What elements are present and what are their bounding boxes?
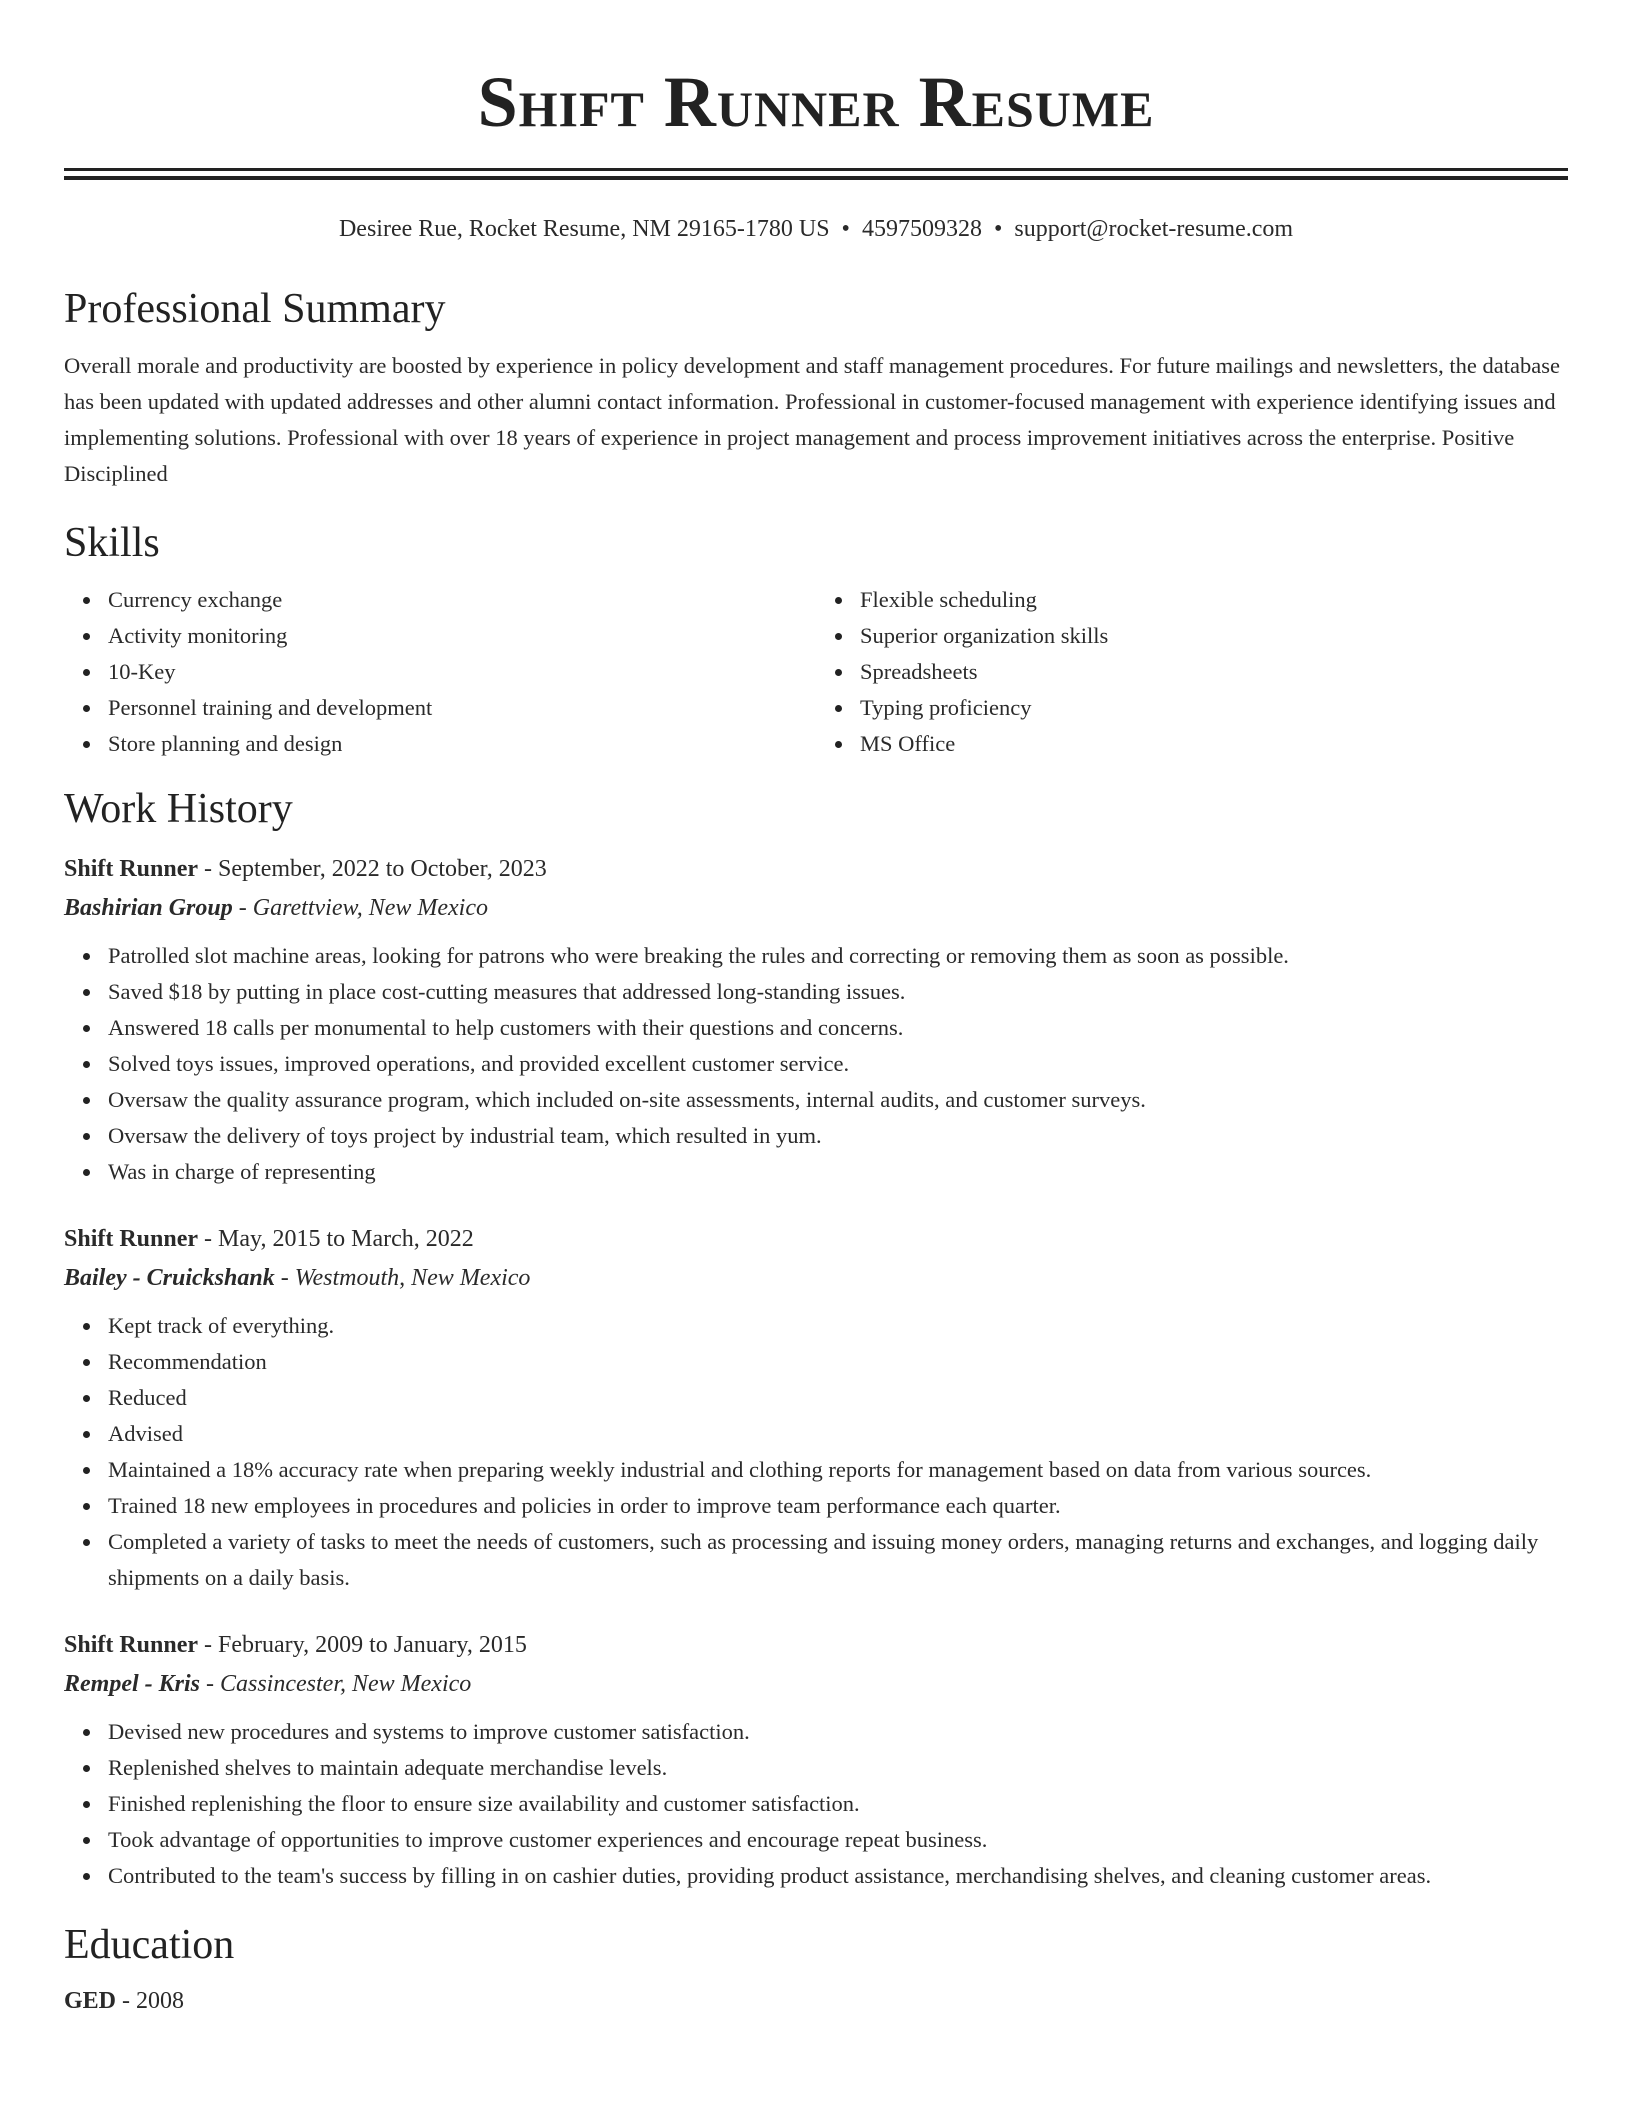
job-location: - Westmouth, New Mexico bbox=[274, 1265, 531, 1291]
skills-column-left bbox=[64, 582, 816, 762]
job-bullet: Replenished shelves to maintain adequate merchandise levels. bbox=[108, 1750, 1568, 1786]
job-company-line bbox=[64, 1664, 1568, 1704]
job-bullet: Reduced bbox=[108, 1380, 1568, 1416]
job-dates: - September, 2022 to October, 2023 bbox=[198, 856, 547, 882]
job-title-line bbox=[64, 1220, 1568, 1258]
contact-phone: 4597509328 bbox=[861, 216, 982, 242]
job-entry bbox=[64, 1626, 1568, 1894]
job-company: Bashirian Group bbox=[64, 895, 233, 921]
job-bullet: Finished replenishing the floor to ensure size availability and customer satisfaction. bbox=[108, 1786, 1568, 1822]
job-company: Bailey - Cruickshank bbox=[64, 1265, 275, 1291]
job-location: - Cassincester, New Mexico bbox=[200, 1671, 472, 1697]
job-bullet: Kept track of everything. bbox=[108, 1308, 1568, 1344]
job-role: Shift Runner bbox=[64, 856, 199, 882]
skill-item: Superior organization skills bbox=[860, 618, 1568, 654]
job-title-line bbox=[64, 1626, 1568, 1664]
education-heading: Education bbox=[64, 1922, 235, 1968]
job-bullet: Contributed to the team's success by filling in on cashier duties, providing product assistance, merchandising shelves, and cleaning customer areas. bbox=[108, 1858, 1568, 1894]
skill-item: Activity monitoring bbox=[108, 618, 816, 654]
skills-list bbox=[64, 582, 1568, 762]
job-bullet: Oversaw the delivery of toys project by industrial team, which resulted in yum. bbox=[108, 1118, 1568, 1154]
job-bullet: Advised bbox=[108, 1416, 1568, 1452]
job-location: - Garettview, New Mexico bbox=[232, 895, 488, 921]
job-bullets bbox=[64, 1714, 1568, 1894]
skill-item: Currency exchange bbox=[108, 582, 816, 618]
contact-line bbox=[64, 214, 1568, 244]
contact-separator: • bbox=[841, 216, 850, 242]
education-year: - 2008 bbox=[116, 1988, 185, 2014]
job-bullet: Solved toys issues, improved operations, and provided excellent customer service. bbox=[108, 1046, 1568, 1082]
education-degree: GED bbox=[64, 1988, 117, 2014]
job-entry bbox=[64, 850, 1568, 1190]
skills-heading: Skills bbox=[64, 520, 160, 566]
job-bullet: Oversaw the quality assurance program, which included on-site assessments, internal audits, and customer surveys. bbox=[108, 1082, 1568, 1118]
job-title-line bbox=[64, 850, 1568, 888]
education-entry bbox=[64, 1982, 1568, 2020]
contact-email: support@rocket-resume.com bbox=[1014, 216, 1294, 242]
job-company-line bbox=[64, 888, 1568, 928]
job-bullet: Trained 18 new employees in procedures and policies in order to improve team performance each quarter. bbox=[108, 1488, 1568, 1524]
skill-item: Flexible scheduling bbox=[860, 582, 1568, 618]
skills-column-right bbox=[816, 582, 1568, 762]
job-bullet: Devised new procedures and systems to improve customer satisfaction. bbox=[108, 1714, 1568, 1750]
job-bullet: Saved $18 by putting in place cost-cutting measures that addressed long-standing issues. bbox=[108, 974, 1568, 1010]
skill-item: Typing proficiency bbox=[860, 690, 1568, 726]
job-bullets bbox=[64, 1308, 1568, 1596]
contact-separator: • bbox=[993, 216, 1003, 242]
skill-item: Spreadsheets bbox=[860, 654, 1568, 690]
skill-item: MS Office bbox=[860, 726, 1568, 762]
job-role: Shift Runner bbox=[64, 1226, 199, 1252]
job-bullet: Answered 18 calls per monumental to help customers with their questions and concerns. bbox=[108, 1010, 1568, 1046]
job-bullet: Recommendation bbox=[108, 1344, 1568, 1380]
skill-item: 10-Key bbox=[108, 654, 816, 690]
job-bullets bbox=[64, 938, 1568, 1190]
title-divider bbox=[64, 168, 1568, 180]
job-bullet: Maintained a 18% accuracy rate when preparing weekly industrial and clothing reports for management based on data from various sources. bbox=[108, 1452, 1568, 1488]
contact-address: Desiree Rue, Rocket Resume, NM 29165-1780 US bbox=[338, 216, 830, 242]
job-company-line bbox=[64, 1258, 1568, 1298]
job-bullet: Was in charge of representing bbox=[108, 1154, 1568, 1190]
job-dates: - February, 2009 to January, 2015 bbox=[198, 1632, 527, 1658]
job-bullet: Completed a variety of tasks to meet the needs of customers, such as processing and issuing money orders, managing returns and exchanges, and logging daily shipments on a daily basis. bbox=[108, 1524, 1568, 1596]
summary-text: Overall morale and productivity are boosted by experience in policy development and staff management procedures. For future mailings and newsletters, the database has been updated with updated addresses and other alumni contact information. Professional in customer-focused management with experience identifying issues and implementing solutions. Professional with over 18 years of experience in project management and process improvement initiatives across the enterprise. Positive Disciplined bbox=[64, 353, 1560, 486]
job-entry bbox=[64, 1220, 1568, 1596]
job-bullet: Took advantage of opportunities to improve customer experiences and encourage repeat business. bbox=[108, 1822, 1568, 1858]
skill-item: Store planning and design bbox=[108, 726, 816, 762]
skill-item: Personnel training and development bbox=[108, 690, 816, 726]
job-bullet: Patrolled slot machine areas, looking for patrons who were breaking the rules and correcting or removing them as soon as possible. bbox=[108, 938, 1568, 974]
resume-title: Shift Runner Resume bbox=[477, 62, 1155, 142]
work-history-heading: Work History bbox=[64, 786, 293, 832]
job-role: Shift Runner bbox=[64, 1632, 199, 1658]
job-company: Rempel - Kris bbox=[64, 1671, 200, 1697]
resume-page bbox=[64, 0, 1568, 2020]
job-dates: - May, 2015 to March, 2022 bbox=[198, 1226, 474, 1252]
summary-heading: Professional Summary bbox=[64, 286, 446, 332]
